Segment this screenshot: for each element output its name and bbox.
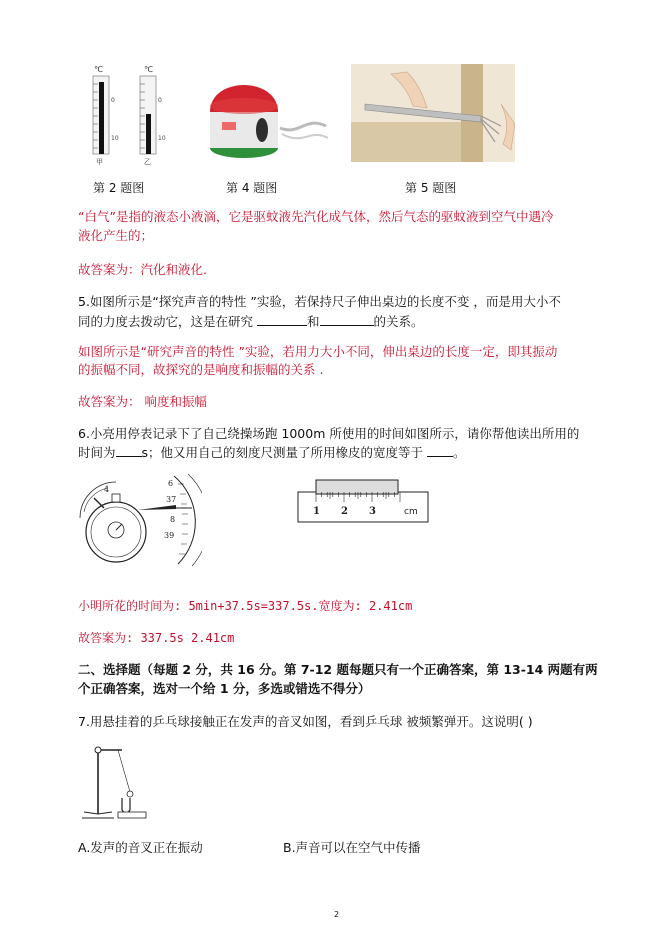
q5-stem-part-b: 和 [306, 314, 320, 329]
q7-stem: 7.用悬挂着的乒乓球接触正在发声的音叉如图，看到乒乓球 被频繁弹开。这说明( ) [78, 714, 533, 729]
stopwatch-tick-39: 39 [164, 531, 175, 540]
q7-option-a[interactable]: A.发声的音叉正在振动 [78, 840, 203, 855]
page-number: 2 [334, 910, 340, 919]
mosquito-repellent-figure [200, 66, 332, 164]
q4-answer: 故答案为：汽化和液化. [78, 262, 207, 277]
q5-answer: 故答案为： 响度和振幅 [78, 394, 207, 409]
q5-stem-part-a: 同的力度去拨动它，这是在研究 [78, 314, 257, 329]
q5-stem-part-c: 的关系。 [373, 314, 424, 329]
section2-heading-line1: 二、选择题（每题 2 分，共 16 分。第 7-12 题每题只有一个正确答案，第 13-14 两题有两 [78, 662, 598, 677]
q4-analysis-line2: 液化产生的； [78, 228, 154, 243]
q5-blank-1[interactable] [257, 312, 307, 326]
q6-stem-line2 [78, 443, 466, 462]
section2-heading-line2: 个正确答案，选对一个给 1 分，多选或错选不得分） [78, 681, 371, 696]
stopwatch-figure [78, 472, 202, 568]
ruler-label-3: 3 [369, 506, 376, 517]
caption-q2: 第 2 题图 [93, 181, 145, 195]
q6-blank-time[interactable] [116, 443, 142, 457]
thermo-left-tick-10: 10 [111, 135, 119, 142]
thermo-unit-left: ℃ [94, 65, 103, 74]
thermo-right-tick-10: 10 [158, 135, 166, 142]
ruler-label-1: 1 [313, 506, 320, 517]
q5-analysis-line1: 如图所示是“研究声音的特性 ”实验，若用力大小不同，伸出桌边的长度一定，即其振动 [78, 344, 558, 359]
q5-stem-line2 [78, 312, 424, 331]
stopwatch-tick-4: 4 [104, 485, 110, 494]
ruler-eraser-figure [294, 474, 430, 526]
q4-analysis-line1: “白气”是指的液态小液滴，它是驱蚊液先汽化成气体，然后气态的驱蚊液到空气中遇冷 [78, 209, 554, 224]
stopwatch-tick-8: 8 [170, 515, 176, 524]
thermo-label-yi: 乙 [144, 158, 151, 166]
q7-option-b[interactable]: B.声音可以在空气中传播 [283, 840, 421, 855]
stopwatch-tick-37: 37 [166, 495, 177, 504]
stopwatch-tick-6: 6 [168, 479, 174, 488]
q6-stem-part-b: s；他又用自己的刻度尺测量了所用橡皮的宽度等于 [141, 445, 428, 460]
q5-analysis-line2: 的振幅不同，故探究的是响度和振幅的关系 . [78, 362, 324, 377]
tuning-fork-figure [78, 740, 150, 822]
q6-answer: 故答案为: 337.5s 2.41cm [78, 631, 235, 645]
caption-q5: 第 5 题图 [405, 181, 457, 195]
q5-blank-2[interactable] [320, 312, 374, 326]
caption-q4: 第 4 题图 [226, 181, 278, 195]
q6-stem-line1: 6.小亮用停表记录下了自己绕操场跑 1000m 所使用的时间如图所示，请你帮他读出所用的 [78, 426, 580, 441]
q6-blank-width[interactable] [427, 443, 453, 457]
thermo-unit-right: ℃ [144, 65, 153, 74]
ruler-on-table-figure [351, 64, 515, 162]
ruler-label-cm: cm [404, 507, 418, 517]
ruler-label-2: 2 [341, 506, 348, 517]
q6-stem-part-c: 。 [453, 445, 466, 460]
thermometer-figure [78, 62, 178, 166]
thermo-left-tick-0: 0 [111, 97, 115, 104]
q6-analysis: 小明所花的时间为: 5min+37.5s=337.5s.宽度为: 2.41cm [78, 599, 413, 613]
thermo-label-jia: 甲 [96, 158, 103, 166]
q6-stem-part-a: 时间为 [78, 445, 116, 460]
q5-stem-line1: 5.如图所示是“探究声音的特性 ”实验，若保持尺子伸出桌边的长度不变 ，而是用大小不 [78, 294, 561, 309]
thermo-right-tick-0: 0 [158, 97, 162, 104]
